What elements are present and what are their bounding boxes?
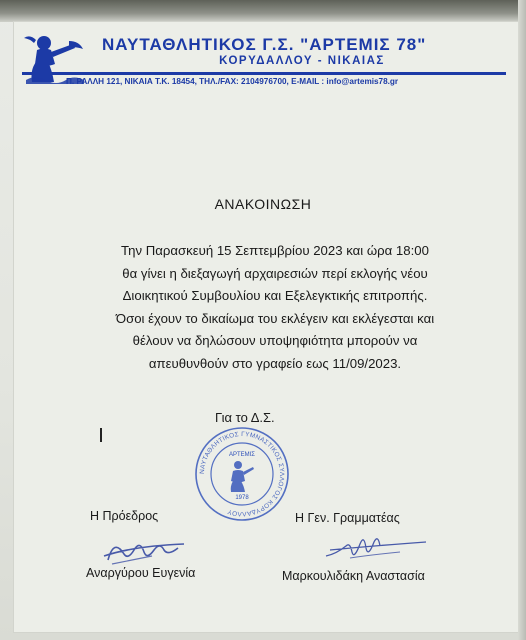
body-line: Όσοι έχουν το δικαίωμα του εκλέγειν και εκλέγεσται και [115, 310, 435, 326]
body-line: Διοικητικού Συμβουλίου και Εξελεγκτικής επιτροπής. [122, 288, 428, 303]
club-name: ΝΑΥΤΑΘΛΗΤΙΚΟΣ Γ.Σ. "ΑΡΤΕΜΙΣ 78" [102, 35, 427, 54]
president-role: Η Πρόεδρος [90, 509, 159, 523]
photo-top-edge [0, 0, 526, 22]
text-cursor [100, 428, 102, 442]
club-address: Π. ΡΑΛΛΗ 121, ΝΙΚΑΙΑ Τ.Κ. 18454, ΤΗΛ./FAX: 2104976700, E-MAIL : info@artemis78.gr [66, 77, 399, 86]
closing-line: Για το Δ.Σ. [215, 410, 275, 425]
letterhead-rule [22, 72, 506, 75]
secretary-name: Μαρκουλιδάκη Αναστασία [282, 569, 425, 583]
stamp-figure-icon [231, 461, 254, 492]
body-line: απευθυνθούν στο γραφείο εως 11/09/2023. [148, 355, 402, 371]
stamp-ring-text: ΝΑΥΤΑΘΛΗΤΙΚΟΣ ΓΥΜΝΑΣΤΙΚΟΣ ΣΥΛΛΟΓΟΣ ΚΟΡΥΔΑΛΛΟΥ [198, 430, 286, 518]
president-signature-icon [100, 530, 190, 570]
secretary-role: Η Γεν. Γραμματέας [295, 511, 400, 525]
photo-right-edge [518, 0, 526, 640]
stamp-center-text: ΑΡΤΕΜΙΣ [228, 452, 256, 458]
body-line: Την Παρασκευή 15 Σεπτεμβρίου 2023 και ώρα 18:00 [121, 243, 429, 258]
announcement-title: ΑΝΑΚΟΙΝΩΣΗ [214, 196, 312, 212]
body-line: θέλουν να δηλώσουν υποψηφιότητα μπορούν να [132, 333, 418, 348]
body-line: θα γίνει η διεξαγωγή αρχαιρεσιών περί εκλογής νέου [122, 265, 428, 281]
club-subtitle: ΚΟΡΥΔΑΛΛΟΥ - ΝΙΚΑΙΑΣ [219, 55, 385, 67]
announcement-body [40, 240, 510, 375]
president-name: Αναργύρου Ευγενία [86, 566, 196, 580]
stamp-year: 1978 [235, 495, 249, 501]
club-stamp-icon [193, 425, 291, 523]
secretary-signature-icon [320, 530, 430, 566]
